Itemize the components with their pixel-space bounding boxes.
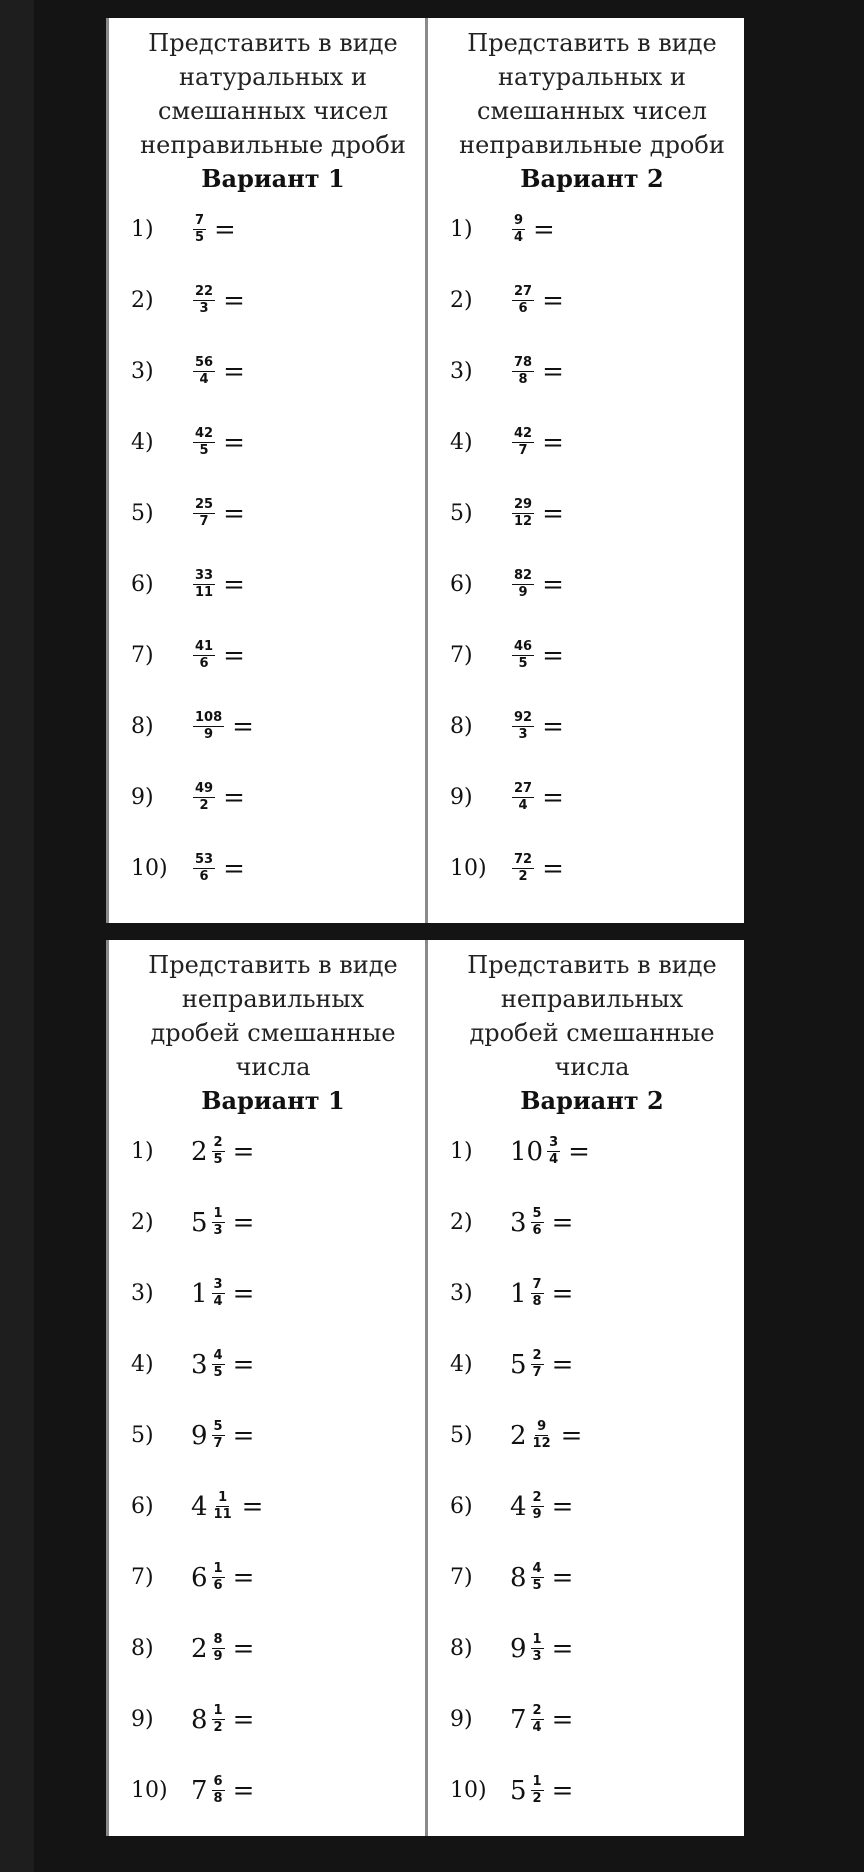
equals-sign: = (223, 498, 245, 529)
fraction (193, 284, 215, 317)
equals-sign: = (232, 1775, 255, 1806)
exercise-number: 1) (131, 217, 154, 242)
exercise-item (450, 1258, 734, 1329)
exercise-number: 1) (450, 217, 473, 242)
fraction-numerator: 7 (195, 213, 205, 228)
fraction-denominator: 4 (199, 372, 209, 387)
exercise-list (450, 1116, 734, 1826)
exercise-item (450, 691, 734, 762)
equals-sign: = (533, 214, 555, 245)
fraction-numerator: 9 (514, 213, 524, 228)
whole-part: 1 (510, 1278, 527, 1309)
fraction (531, 1703, 544, 1736)
exercise-number: 3) (450, 359, 473, 384)
equals-sign: = (560, 1420, 583, 1451)
fraction-denominator: 4 (549, 1152, 559, 1167)
fraction-denominator: 5 (213, 1365, 223, 1380)
fraction (531, 1348, 544, 1381)
equals-sign: = (551, 1491, 574, 1522)
equals-sign: = (232, 1633, 255, 1664)
fraction-denominator: 9 (532, 1507, 542, 1522)
equals-sign: = (223, 285, 245, 316)
equals-sign: = (542, 285, 564, 316)
fraction-denominator: 2 (532, 1791, 542, 1806)
fraction-denominator: 12 (532, 1436, 551, 1451)
exercise-item (450, 478, 734, 549)
exercise-item (450, 1755, 734, 1826)
exercise-item (450, 1613, 734, 1684)
exercise-number: 2) (450, 288, 473, 313)
exercise-item (450, 194, 734, 265)
exercise-item (131, 833, 415, 904)
fraction-denominator: 6 (199, 656, 209, 671)
equals-sign: = (551, 1775, 574, 1806)
fraction-denominator: 8 (518, 372, 528, 387)
fraction (193, 497, 215, 530)
whole-part: 10 (510, 1136, 544, 1167)
fraction (531, 1206, 544, 1239)
exercise-item (450, 336, 734, 407)
fraction-numerator: 5 (532, 1206, 542, 1221)
exercise-number: 6) (131, 572, 154, 597)
fraction-numerator: 46 (514, 639, 533, 654)
exercise-number: 10) (450, 1778, 487, 1803)
exercise-number: 2) (131, 1210, 154, 1235)
exercise-number: 4) (450, 1352, 473, 1377)
fraction (193, 710, 224, 743)
whole-part: 5 (191, 1207, 208, 1238)
fraction (212, 1490, 234, 1523)
fraction-denominator: 5 (518, 656, 528, 671)
fraction-numerator: 27 (514, 781, 533, 796)
equals-sign: = (551, 1562, 574, 1593)
exercise-item (450, 762, 734, 833)
fraction-denominator: 3 (518, 727, 528, 742)
fraction-numerator: 49 (195, 781, 214, 796)
fraction-denominator: 9 (213, 1649, 223, 1664)
fraction (212, 1348, 225, 1381)
exercise-item (450, 1684, 734, 1755)
exercise-number: 10) (131, 1778, 168, 1803)
exercise-item (450, 1116, 734, 1187)
fraction-numerator: 42 (195, 426, 214, 441)
fraction-denominator: 9 (518, 585, 528, 600)
exercise-number: 9) (131, 785, 154, 810)
fraction-denominator: 3 (199, 301, 209, 316)
fraction-numerator: 4 (532, 1561, 542, 1576)
fraction-numerator: 6 (213, 1774, 223, 1789)
exercise-list (131, 194, 415, 904)
exercise-item (131, 1116, 415, 1187)
equals-sign: = (542, 640, 564, 671)
exercise-item (450, 833, 734, 904)
exercise-item (131, 1329, 415, 1400)
fraction (512, 781, 534, 814)
column-heading: Представить в виде неправильных дробей смешанные числа (148, 951, 398, 1081)
equals-sign: = (542, 569, 564, 600)
exercise-item (450, 1187, 734, 1258)
fraction-denominator: 7 (518, 443, 528, 458)
fraction (512, 639, 534, 672)
fraction (212, 1774, 225, 1807)
fraction-numerator: 2 (532, 1348, 542, 1363)
fraction-numerator: 2 (532, 1490, 542, 1505)
exercise-number: 4) (131, 1352, 154, 1377)
fraction-numerator: 9 (537, 1419, 547, 1434)
exercise-item (450, 1471, 734, 1542)
exercise-number: 9) (450, 1707, 473, 1732)
exercise-item (131, 336, 415, 407)
fraction (212, 1632, 225, 1665)
fraction (193, 639, 215, 672)
equals-sign: = (542, 356, 564, 387)
fraction (193, 355, 215, 388)
fraction (512, 568, 534, 601)
column-variant-1 (106, 18, 425, 923)
exercise-number: 7) (131, 643, 154, 668)
fraction-numerator: 1 (213, 1703, 223, 1718)
column-variant-2 (425, 940, 744, 1836)
exercise-item (131, 620, 415, 691)
equals-sign: = (232, 1207, 255, 1238)
whole-part: 8 (191, 1704, 208, 1735)
fraction-numerator: 22 (195, 284, 214, 299)
left-sidebar (0, 0, 34, 1872)
exercise-item (131, 1613, 415, 1684)
whole-part: 2 (510, 1420, 527, 1451)
exercise-list (131, 1116, 415, 1826)
exercise-number: 8) (131, 714, 154, 739)
column-heading: Представить в виде неправильных дробей смешанные числа (467, 951, 717, 1081)
fraction-numerator: 1 (213, 1206, 223, 1221)
exercise-number: 7) (131, 1565, 154, 1590)
exercise-item (450, 620, 734, 691)
exercise-number: 1) (131, 1139, 154, 1164)
fraction-numerator: 72 (514, 852, 533, 867)
fraction-numerator: 3 (549, 1135, 559, 1150)
whole-part: 3 (191, 1349, 208, 1380)
whole-part: 4 (191, 1491, 208, 1522)
fraction-numerator: 5 (213, 1419, 223, 1434)
fraction (531, 1490, 544, 1523)
exercise-item (131, 762, 415, 833)
exercise-item (131, 1684, 415, 1755)
exercise-number: 7) (450, 1565, 473, 1590)
exercise-number: 4) (450, 430, 473, 455)
exercise-number: 6) (450, 572, 473, 597)
exercise-number: 3) (131, 1281, 154, 1306)
fraction (531, 1419, 553, 1452)
equals-sign: = (223, 569, 245, 600)
exercise-item (131, 478, 415, 549)
fraction-numerator: 2 (213, 1135, 223, 1150)
fraction-denominator: 5 (195, 230, 205, 245)
fraction-denominator: 4 (514, 230, 524, 245)
fraction-denominator: 4 (532, 1720, 542, 1735)
equals-sign: = (568, 1136, 590, 1167)
fraction-numerator: 27 (514, 284, 533, 299)
equals-sign: = (551, 1278, 574, 1309)
fraction (193, 568, 215, 601)
equals-sign: = (542, 782, 564, 813)
fraction (512, 710, 534, 743)
whole-part: 6 (191, 1562, 208, 1593)
exercise-item (131, 194, 415, 265)
fraction (212, 1206, 225, 1239)
fraction (531, 1561, 544, 1594)
exercise-number: 9) (131, 1707, 154, 1732)
exercise-number: 8) (131, 1636, 154, 1661)
exercise-item (450, 1542, 734, 1613)
fraction-numerator: 4 (213, 1348, 223, 1363)
whole-part: 5 (510, 1775, 527, 1806)
exercise-item (450, 1329, 734, 1400)
equals-sign: = (223, 853, 245, 884)
fraction-denominator: 2 (518, 869, 528, 884)
fraction (212, 1277, 225, 1310)
fraction (212, 1419, 225, 1452)
exercise-number: 1) (450, 1139, 473, 1164)
exercise-item (131, 265, 415, 336)
fraction-numerator: 1 (532, 1632, 542, 1647)
fraction-denominator: 6 (213, 1578, 223, 1593)
exercise-item (131, 1542, 415, 1613)
exercise-item (450, 407, 734, 478)
fraction-numerator: 1 (213, 1561, 223, 1576)
fraction (193, 213, 206, 246)
whole-part: 5 (510, 1349, 527, 1380)
exercise-number: 2) (131, 288, 154, 313)
exercise-number: 9) (450, 785, 473, 810)
fraction-numerator: 108 (195, 710, 223, 725)
fraction (212, 1135, 225, 1168)
whole-part: 9 (510, 1633, 527, 1664)
exercise-number: 5) (131, 501, 154, 526)
equals-sign: = (542, 711, 564, 742)
equals-sign: = (223, 427, 245, 458)
equals-sign: = (551, 1704, 574, 1735)
fraction-numerator: 78 (514, 355, 533, 370)
fraction (193, 426, 215, 459)
exercise-item (131, 1755, 415, 1826)
equals-sign: = (551, 1633, 574, 1664)
exercise-number: 7) (450, 643, 473, 668)
equals-sign: = (232, 1278, 255, 1309)
fraction-denominator: 11 (195, 585, 214, 600)
equals-sign: = (551, 1207, 574, 1238)
fraction-denominator: 5 (199, 443, 209, 458)
fraction-denominator: 6 (532, 1223, 542, 1238)
exercise-item (131, 1187, 415, 1258)
fraction (512, 852, 534, 885)
equals-sign: = (223, 640, 245, 671)
equals-sign: = (214, 214, 236, 245)
column-heading: Представить в виде натуральных и смешанных чисел неправильные дроби (459, 29, 725, 159)
fraction-numerator: 29 (514, 497, 533, 512)
fraction-numerator: 7 (532, 1277, 542, 1292)
exercise-number: 5) (450, 1423, 473, 1448)
equals-sign: = (232, 1704, 255, 1735)
exercise-item (131, 1258, 415, 1329)
fraction-numerator: 42 (514, 426, 533, 441)
worksheet-card-mixed-to-improper (106, 940, 744, 1836)
column-variant-2 (425, 18, 744, 923)
equals-sign: = (232, 711, 254, 742)
equals-sign: = (223, 356, 245, 387)
fraction (193, 852, 215, 885)
fraction-denominator: 12 (514, 514, 533, 529)
fraction (512, 355, 534, 388)
fraction-numerator: 41 (195, 639, 214, 654)
fraction-numerator: 1 (532, 1774, 542, 1789)
equals-sign: = (232, 1562, 255, 1593)
exercise-number: 3) (131, 359, 154, 384)
fraction-numerator: 25 (195, 497, 214, 512)
exercise-number: 8) (450, 714, 473, 739)
fraction-denominator: 7 (532, 1365, 542, 1380)
fraction (531, 1774, 544, 1807)
equals-sign: = (232, 1136, 255, 1167)
whole-part: 7 (191, 1775, 208, 1806)
exercise-number: 5) (131, 1423, 154, 1448)
fraction-denominator: 11 (213, 1507, 232, 1522)
whole-part: 2 (191, 1633, 208, 1664)
whole-part: 3 (510, 1207, 527, 1238)
exercise-number: 2) (450, 1210, 473, 1235)
fraction (212, 1703, 225, 1736)
fraction (512, 497, 534, 530)
exercise-number: 10) (450, 856, 487, 881)
exercise-item (131, 1400, 415, 1471)
exercise-number: 4) (131, 430, 154, 455)
fraction (212, 1561, 225, 1594)
fraction-denominator: 6 (518, 301, 528, 316)
exercise-item (131, 691, 415, 762)
exercise-number: 10) (131, 856, 168, 881)
exercise-number: 8) (450, 1636, 473, 1661)
fraction (512, 213, 525, 246)
equals-sign: = (542, 427, 564, 458)
equals-sign: = (542, 498, 564, 529)
variant-title: Вариант 2 (520, 164, 664, 193)
equals-sign: = (551, 1349, 574, 1380)
fraction-denominator: 8 (213, 1791, 223, 1806)
equals-sign: = (241, 1491, 264, 1522)
fraction-numerator: 3 (213, 1277, 223, 1292)
worksheet-card-improper-to-mixed (106, 18, 744, 923)
variant-title: Вариант 1 (201, 1086, 345, 1115)
equals-sign: = (232, 1349, 255, 1380)
whole-part: 4 (510, 1491, 527, 1522)
whole-part: 2 (191, 1136, 208, 1167)
equals-sign: = (542, 853, 564, 884)
equals-sign: = (223, 782, 245, 813)
exercise-item (131, 549, 415, 620)
column-heading: Представить в виде натуральных и смешанных чисел неправильные дроби (140, 29, 406, 159)
fraction (547, 1135, 560, 1168)
exercise-item (131, 407, 415, 478)
variant-title: Вариант 2 (520, 1086, 664, 1115)
exercise-list (450, 194, 734, 904)
fraction-denominator: 6 (199, 869, 209, 884)
variant-title: Вариант 1 (201, 164, 345, 193)
fraction-denominator: 4 (213, 1294, 223, 1309)
whole-part: 9 (191, 1420, 208, 1451)
fraction-denominator: 7 (199, 514, 209, 529)
fraction-denominator: 2 (213, 1720, 223, 1735)
fraction-numerator: 92 (514, 710, 533, 725)
fraction-denominator: 5 (532, 1578, 542, 1593)
exercise-number: 3) (450, 1281, 473, 1306)
exercise-number: 5) (450, 501, 473, 526)
fraction-denominator: 4 (518, 798, 528, 813)
column-variant-1 (106, 940, 425, 1836)
exercise-item (450, 549, 734, 620)
exercise-item (450, 1400, 734, 1471)
fraction (512, 284, 534, 317)
fraction-denominator: 5 (213, 1152, 223, 1167)
fraction-numerator: 56 (195, 355, 214, 370)
fraction (531, 1632, 544, 1665)
fraction-numerator: 1 (218, 1490, 228, 1505)
exercise-item (131, 1471, 415, 1542)
fraction-numerator: 33 (195, 568, 214, 583)
fraction-numerator: 8 (213, 1632, 223, 1647)
equals-sign: = (232, 1420, 255, 1451)
fraction-denominator: 7 (213, 1436, 223, 1451)
fraction (193, 781, 215, 814)
fraction-numerator: 2 (532, 1703, 542, 1718)
exercise-number: 6) (131, 1494, 154, 1519)
fraction-denominator: 9 (204, 727, 214, 742)
fraction-denominator: 3 (532, 1649, 542, 1664)
exercise-number: 6) (450, 1494, 473, 1519)
fraction-denominator: 2 (199, 798, 209, 813)
whole-part: 1 (191, 1278, 208, 1309)
fraction (512, 426, 534, 459)
fraction (531, 1277, 544, 1310)
exercise-item (450, 265, 734, 336)
whole-part: 8 (510, 1562, 527, 1593)
fraction-denominator: 8 (532, 1294, 542, 1309)
fraction-denominator: 3 (213, 1223, 223, 1238)
fraction-numerator: 82 (514, 568, 533, 583)
whole-part: 7 (510, 1704, 527, 1735)
fraction-numerator: 53 (195, 852, 214, 867)
